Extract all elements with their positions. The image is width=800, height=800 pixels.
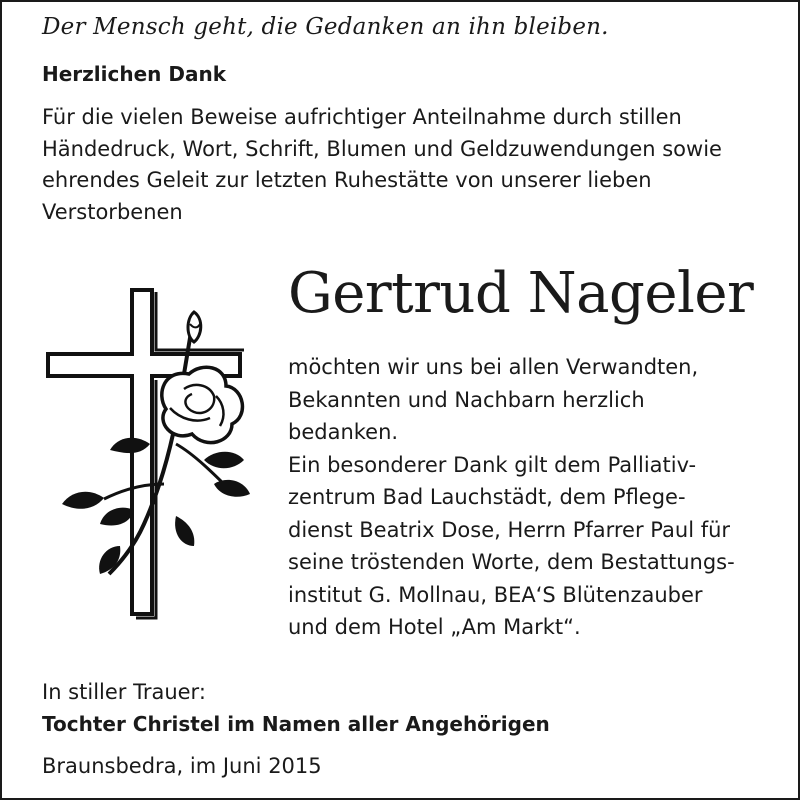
motto: Der Mensch geht, die Gedanken an ihn bleiben. xyxy=(42,14,609,40)
intro-paragraph: Für die vielen Beweise aufrichtiger Anteilnahme durch stillen Händedruck, Wort, Schrift, Blumen und Geldzuwendungen sowie ehrendes Geleit zur letzten Ruhestätte von unserer lieben Verstorbenen xyxy=(42,105,722,224)
place-date: Braunsbedra, im Juni 2015 xyxy=(42,754,322,778)
cross-with-rose-icon xyxy=(44,284,254,624)
heading: Herzlichen Dank xyxy=(42,62,227,86)
thanks-paragraph: möchten wir uns bei allen Verwandten, Bekannten und Nachbarn herzlich bedanken. Ein besonderer Dank gilt dem Palliativ- zentrum Bad Lauchstädt, dem Pflege- dienst Beatrix Dose, Herrn Pfarrer Paul für seine tröstenden Worte, dem Bestattungs- institut G. Mollnau, BEA‘S Blütenzauber und dem Hotel „Am Markt“. xyxy=(288,355,735,639)
signature-name: Tochter Christel im Namen aller Angehörigen xyxy=(42,712,550,736)
deceased-name: Gertrud Nageler xyxy=(288,261,754,326)
signature-intro: In stiller Trauer: xyxy=(42,680,206,704)
